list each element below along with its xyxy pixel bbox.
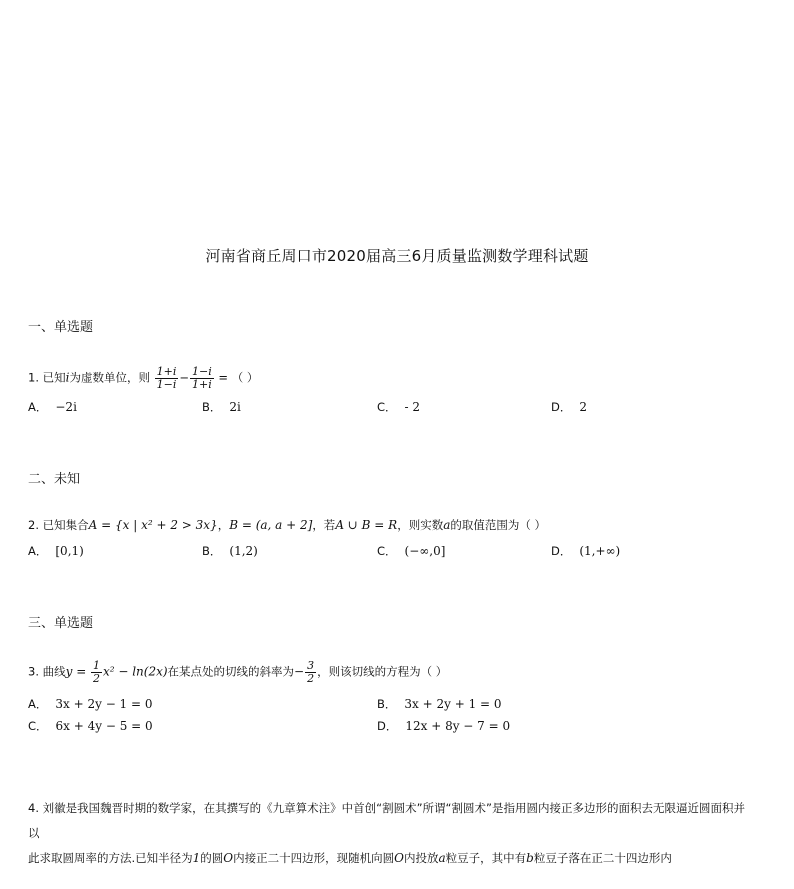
option-label: B． [202,544,222,558]
q2-var-a: a [443,518,451,532]
q2-option-a[interactable] [28,543,84,559]
option-label: C． [28,719,48,733]
q1-text: 为虚数单位，则 [69,370,150,385]
q2-prefix: 2. 已知集合 [28,518,89,532]
q2-condition: A ∪ B = R [335,518,398,532]
q2-option-c[interactable] [377,543,445,559]
q4-circle-o: O [223,851,234,865]
q2-set-a: A = {x | x² + 2 > 3x} [88,518,218,532]
q4-text-d: 内投放 [403,851,439,865]
q3-option-d[interactable] [377,718,510,734]
q1-f1-numerator: 1+i [156,365,177,378]
q4-text-e: 粒豆子，其中有 [445,851,527,865]
option-label: D． [551,544,572,558]
q4-text-f: 粒豆子落在正二十四边形内 [533,851,672,865]
question-2 [28,517,754,534]
q2-text-2: ，则实数 [397,518,444,532]
q2-suffix: 的取值范围为（ ） [450,518,547,532]
option-value: 12x + 8y − 7 = 0 [405,719,511,733]
q2-text: ，若 [312,518,336,532]
q2-set-b: B = (a, a + 2] [229,518,313,532]
q4-line-1: 4. 刘徽是我国魏晋时期的数学家，在其撰写的《九章算术注》中首创“割圆术”所谓“割圆术”是指用圆内接正多边形的面积去无限逼近圆面积并以 [28,801,745,840]
q4-line-2 [28,846,748,871]
q1-option-c[interactable] [377,399,420,415]
q1-fraction-1 [155,366,179,390]
q3-half-denominator: 2 [92,671,100,685]
question-3 [28,660,754,684]
q4-text-c: 内接正二十四边形，现随机向圆 [233,851,395,865]
q3-half-fraction [91,660,102,684]
q3-slope-fraction [305,660,316,684]
q4-radius: 1 [192,851,201,865]
q3-prefix: 3. 曲线 [28,664,66,679]
option-value: 6x + 4y − 5 = 0 [55,719,153,733]
q2-option-d[interactable] [551,543,620,559]
q4-var-b: b [526,851,534,865]
q3-slope-sign: − [294,664,305,679]
q3-suffix: ，则该切线的方程为（ ） [317,664,448,679]
q1-i: i [65,370,70,385]
q1-option-a[interactable] [28,399,77,415]
option-label: C． [377,544,397,558]
q3-slope-denominator: 2 [307,671,315,685]
q1-prefix: 1. 已知 [28,370,66,385]
option-label: D． [551,400,572,414]
option-value: (−∞,0] [404,544,446,558]
option-value: (1,+∞) [579,544,621,558]
section-heading-1: 一、单选题 [28,320,94,335]
option-label: A． [28,544,48,558]
q3-curve-lhs: y = [65,664,87,679]
q1-f2-numerator: 1−i [192,365,212,378]
q1-option-b[interactable] [202,399,241,415]
q1-minus: − [179,370,190,385]
option-value: 3x + 2y − 1 = 0 [55,697,153,711]
q3-half-numerator: 1 [92,659,100,672]
q3-option-b[interactable] [377,696,502,712]
q3-text: 在某点处的切线的斜率为 [167,664,295,679]
option-label: D． [377,719,398,733]
section-heading-3: 三、单选题 [28,616,94,631]
question-4 [28,796,748,871]
document-title: 河南省商丘周口市2020届高三6月质量监测数学理科试题 [205,247,589,265]
q4-var-a: a [438,851,446,865]
q2-option-b[interactable] [202,543,258,559]
q2-comma: ， [217,518,230,532]
q1-f2-denominator: 1+i [192,377,212,391]
option-value: [0,1) [55,544,84,558]
option-label: C． [377,400,397,414]
q1-fraction-2 [190,366,214,390]
q1-f1-denominator: 1−i [156,377,177,391]
q4-circle-o-2: O [394,851,404,865]
q3-option-a[interactable] [28,696,153,712]
option-value: - 2 [404,400,421,414]
q3-slope-numerator: 3 [307,659,315,672]
section-heading-2: 二、未知 [28,472,81,487]
q1-option-d[interactable] [551,399,587,415]
q3-curve-rhs: x² − ln(2x) [102,664,168,679]
option-value: 3x + 2y + 1 = 0 [404,697,502,711]
option-label: B． [377,697,397,711]
option-value: −2i [55,400,77,414]
option-value: (1,2) [229,544,258,558]
option-label: A． [28,400,48,414]
q4-text-a: 此求取圆周率的方法.已知半径为 [28,851,193,865]
q4-text-b: 的圆 [200,851,224,865]
option-value: 2i [229,400,241,414]
question-1 [28,366,754,390]
q3-option-c[interactable] [28,718,153,734]
option-value: 2 [579,400,587,414]
option-label: A． [28,697,48,711]
q1-suffix: = （ ） [214,370,259,385]
option-label: B． [202,400,222,414]
